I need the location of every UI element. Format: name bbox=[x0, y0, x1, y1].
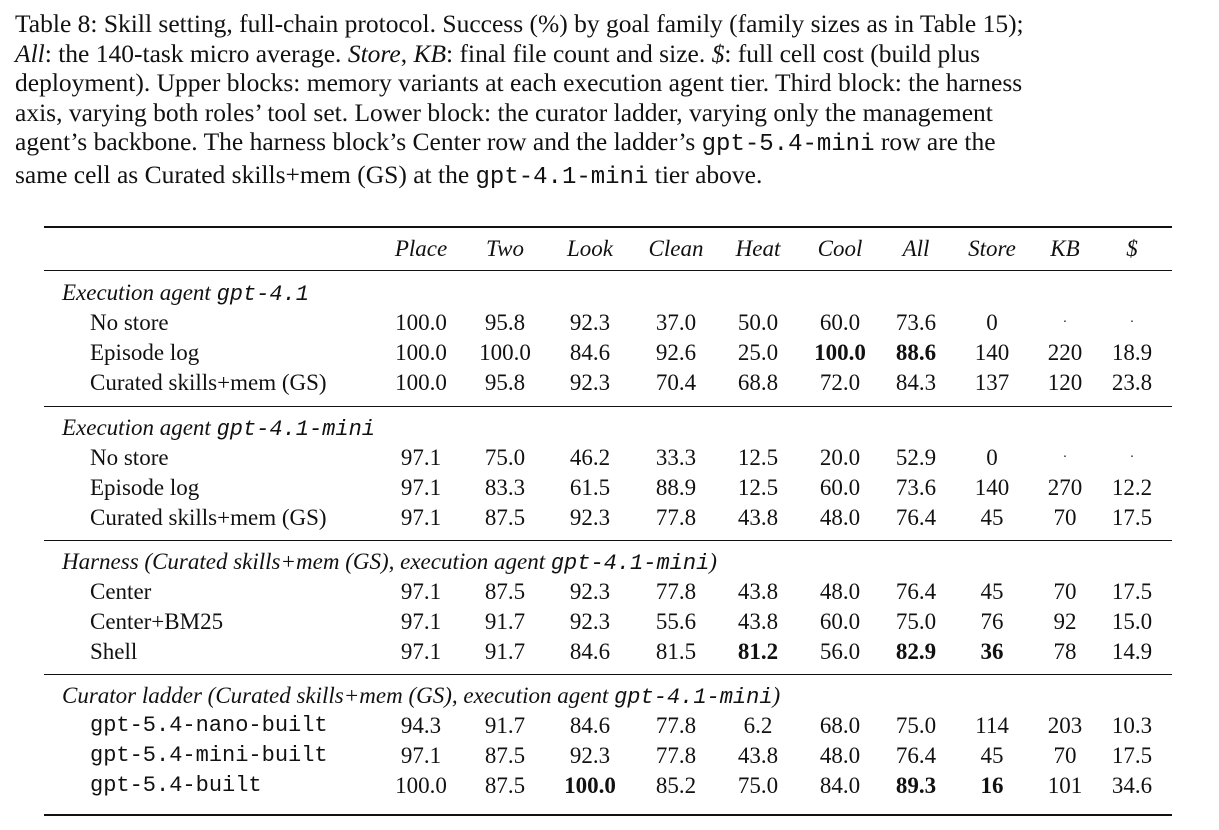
table-cell: 70 bbox=[1053, 743, 1077, 768]
table-cell: 97.1 bbox=[400, 445, 442, 470]
table-cell: 92.3 bbox=[569, 743, 611, 768]
text-segment: : final file count and size. bbox=[446, 38, 712, 68]
table-cell: 70.4 bbox=[655, 370, 697, 395]
row-label: gpt-5.4-mini-built bbox=[90, 743, 328, 768]
column-header: Two bbox=[486, 236, 524, 261]
table-cell: 36 bbox=[980, 639, 1004, 664]
table-cell: 88.6 bbox=[895, 340, 937, 365]
block-divider bbox=[44, 674, 1172, 675]
table-cell: 92.3 bbox=[569, 370, 611, 395]
table-cell: 84.6 bbox=[569, 713, 611, 738]
row-label: gpt-5.4-nano-built bbox=[90, 713, 328, 738]
table-cell: 76.4 bbox=[895, 743, 937, 768]
table-cell: 81.5 bbox=[655, 639, 697, 664]
table-cell: 92.3 bbox=[569, 609, 611, 634]
table-cell: 203 bbox=[1047, 713, 1083, 738]
table-cell: 140 bbox=[974, 475, 1010, 500]
table-cell: 43.8 bbox=[737, 743, 779, 768]
table-cell: 87.5 bbox=[484, 743, 526, 768]
table-cell: 101 bbox=[1047, 773, 1083, 798]
table-cell: 17.5 bbox=[1111, 579, 1153, 604]
row-label: Episode log bbox=[90, 340, 200, 365]
table-cell: 48.0 bbox=[819, 579, 861, 604]
table-cell: 60.0 bbox=[819, 475, 861, 500]
block-title bbox=[62, 278, 309, 310]
table-cell: 61.5 bbox=[569, 475, 611, 500]
table-cell: 70 bbox=[1053, 505, 1077, 530]
column-header: Place bbox=[394, 236, 448, 261]
table-cell: · bbox=[1129, 450, 1135, 465]
table-cell: 73.6 bbox=[895, 475, 937, 500]
column-header: Cool bbox=[817, 236, 863, 261]
table-cell: 56.0 bbox=[819, 639, 861, 664]
table-cell: 76 bbox=[980, 609, 1004, 634]
table-cell: 45 bbox=[980, 743, 1004, 768]
table-cell: 15.0 bbox=[1111, 609, 1153, 634]
table-cell: 17.5 bbox=[1111, 743, 1153, 768]
table-cell: 100.0 bbox=[564, 773, 616, 798]
table-cell: 87.5 bbox=[484, 773, 526, 798]
row-label: Curated skills+mem (GS) bbox=[90, 370, 327, 395]
text-segment: gpt-4.1-mini bbox=[216, 417, 375, 442]
text-segment: Table 8: Skill setting, full-chain protocol. Success (%) by goal family (family sizes as in Table 15); bbox=[15, 9, 1024, 38]
table-cell: 70 bbox=[1053, 579, 1077, 604]
block-title bbox=[62, 413, 375, 445]
table-cell: 12.5 bbox=[737, 475, 779, 500]
table-cell: 50.0 bbox=[737, 310, 779, 335]
table-cell: 220 bbox=[1047, 340, 1083, 365]
text-segment: gpt-4.1-mini bbox=[475, 163, 649, 191]
table-cell: 89.3 bbox=[895, 773, 937, 798]
table-cell: 84.6 bbox=[569, 340, 611, 365]
column-header: KB bbox=[1050, 236, 1080, 261]
text-segment: tier above. bbox=[648, 159, 763, 189]
column-header: Store bbox=[968, 236, 1016, 261]
table-cell: 16 bbox=[980, 773, 1004, 798]
table-cell: 97.1 bbox=[400, 639, 442, 664]
table-cell: 83.3 bbox=[484, 475, 526, 500]
column-header: $ bbox=[1126, 236, 1138, 261]
caption-line bbox=[15, 160, 1203, 193]
table-cell: 76.4 bbox=[895, 579, 937, 604]
table-cell: 48.0 bbox=[819, 743, 861, 768]
text-segment: , bbox=[400, 38, 414, 68]
table-cell: 52.9 bbox=[895, 445, 937, 470]
text-segment: All bbox=[15, 38, 45, 68]
table-cell: 78 bbox=[1053, 639, 1077, 664]
table-cell: 84.6 bbox=[569, 639, 611, 664]
table-bottom-rule bbox=[44, 814, 1172, 816]
text-segment: $ bbox=[711, 38, 725, 68]
table-cell: 37.0 bbox=[655, 310, 697, 335]
column-header: Heat bbox=[735, 236, 781, 261]
table-cell: 12.2 bbox=[1111, 475, 1153, 500]
text-segment: same cell as Curated skills+mem (GS) at the bbox=[15, 159, 476, 189]
table-cell: 76.4 bbox=[895, 505, 937, 530]
table-cell: 97.1 bbox=[400, 475, 442, 500]
table-cell: · bbox=[1129, 315, 1135, 330]
table-cell: 20.0 bbox=[819, 445, 861, 470]
text-segment: ) bbox=[772, 683, 781, 708]
table-cell: 0 bbox=[986, 310, 998, 335]
caption-line bbox=[15, 127, 1203, 160]
table-cell: 75.0 bbox=[737, 773, 779, 798]
table-cell: 92 bbox=[1053, 609, 1077, 634]
table-cell: 75.0 bbox=[484, 445, 526, 470]
text-segment: Execution agent bbox=[62, 415, 217, 440]
table-cell: 6.2 bbox=[743, 713, 773, 738]
table-cell: 92.6 bbox=[655, 340, 697, 365]
text-segment: gpt-4.1-mini bbox=[614, 685, 773, 710]
table-cell: 14.9 bbox=[1111, 639, 1153, 664]
table-cell: 34.6 bbox=[1111, 773, 1153, 798]
table-cell: 43.8 bbox=[737, 505, 779, 530]
text-segment: row are the bbox=[874, 127, 996, 157]
table-cell: 48.0 bbox=[819, 505, 861, 530]
table-cell: 0 bbox=[986, 445, 998, 470]
text-segment: : full cell cost (build plus bbox=[724, 38, 981, 68]
table-cell: 77.8 bbox=[655, 505, 697, 530]
table-cell: 75.0 bbox=[895, 713, 937, 738]
table-cell: 45 bbox=[980, 505, 1004, 530]
table-cell: 270 bbox=[1047, 475, 1083, 500]
table-cell: 100.0 bbox=[479, 340, 531, 365]
table-cell: · bbox=[1062, 315, 1068, 330]
caption-line bbox=[15, 98, 1203, 128]
column-header: All bbox=[902, 236, 930, 261]
text-segment: gpt-4.1-mini bbox=[550, 551, 710, 576]
table-cell: 46.2 bbox=[569, 445, 611, 470]
text-segment: Curator ladder (Curated skills+mem (GS), execution agent bbox=[62, 683, 615, 708]
table-cell: 97.1 bbox=[400, 609, 442, 634]
table-cell: 77.8 bbox=[655, 579, 697, 604]
table-cell: 73.6 bbox=[895, 310, 937, 335]
text-segment: Execution agent bbox=[62, 280, 217, 305]
row-label: Center+BM25 bbox=[90, 609, 224, 634]
table-cell: 17.5 bbox=[1111, 505, 1153, 530]
table-cell: 88.9 bbox=[655, 475, 697, 500]
text-segment: axis, varying both roles’ tool set. Lower block: the curator ladder, varying only the management bbox=[15, 97, 993, 127]
table-cell: 84.0 bbox=[819, 773, 861, 798]
table-cell: 94.3 bbox=[400, 713, 442, 738]
row-label: Shell bbox=[90, 639, 138, 664]
table-cell: 95.8 bbox=[484, 370, 526, 395]
text-segment: agent’s backbone. The harness block’s Center row and the ladder’s bbox=[15, 127, 702, 157]
text-segment: deployment). Upper blocks: memory variants at each execution agent tier. Third block: the harness bbox=[15, 68, 1023, 98]
block-divider bbox=[44, 540, 1172, 541]
row-label: No store bbox=[90, 310, 169, 335]
caption-line bbox=[15, 39, 1203, 69]
text-segment: ) bbox=[709, 549, 717, 574]
table-cell: 25.0 bbox=[737, 340, 779, 365]
table-cell: 23.8 bbox=[1111, 370, 1153, 395]
table-cell: 100.0 bbox=[395, 340, 447, 365]
table-cell: · bbox=[1062, 450, 1068, 465]
table-cell: 81.2 bbox=[737, 639, 779, 664]
table-caption bbox=[15, 9, 1203, 193]
table-cell: 140 bbox=[974, 340, 1010, 365]
table-cell: 87.5 bbox=[484, 505, 526, 530]
table-cell: 100.0 bbox=[395, 310, 447, 335]
table-cell: 114 bbox=[975, 713, 1009, 738]
table-cell: 87.5 bbox=[484, 579, 526, 604]
table-cell: 60.0 bbox=[819, 609, 861, 634]
block-divider bbox=[44, 406, 1172, 407]
table-cell: 92.3 bbox=[569, 505, 611, 530]
table-cell: 43.8 bbox=[737, 609, 779, 634]
text-segment: Store bbox=[347, 38, 401, 68]
row-label: No store bbox=[90, 445, 169, 470]
table-cell: 84.3 bbox=[895, 370, 937, 395]
table-cell: 60.0 bbox=[819, 310, 861, 335]
table-cell: 95.8 bbox=[484, 310, 526, 335]
table-cell: 100.0 bbox=[395, 370, 447, 395]
table-cell: 85.2 bbox=[655, 773, 697, 798]
block-title bbox=[62, 681, 780, 713]
row-label: Center bbox=[90, 579, 152, 604]
table-cell: 97.1 bbox=[400, 505, 442, 530]
table-cell: 68.0 bbox=[819, 713, 861, 738]
table-cell: 82.9 bbox=[895, 639, 937, 664]
caption-line bbox=[15, 9, 1203, 39]
table-cell: 12.5 bbox=[737, 445, 779, 470]
table-cell: 100.0 bbox=[814, 340, 866, 365]
block-title bbox=[62, 547, 717, 579]
table-cell: 68.8 bbox=[737, 370, 779, 395]
table-top-rule bbox=[44, 226, 1172, 228]
table-cell: 91.7 bbox=[484, 713, 526, 738]
table-cell: 97.1 bbox=[400, 579, 442, 604]
table-cell: 75.0 bbox=[895, 609, 937, 634]
table-cell: 91.7 bbox=[484, 639, 526, 664]
header-rule bbox=[44, 270, 1172, 271]
text-segment: gpt-4.1 bbox=[216, 282, 309, 307]
table-cell: 72.0 bbox=[819, 370, 861, 395]
table-cell: 55.6 bbox=[655, 609, 697, 634]
text-segment: KB bbox=[413, 38, 447, 68]
table-cell: 120 bbox=[1047, 370, 1083, 395]
table-cell: 92.3 bbox=[569, 310, 611, 335]
table-cell: 77.8 bbox=[655, 713, 697, 738]
row-label: gpt-5.4-built bbox=[90, 773, 262, 798]
row-label: Curated skills+mem (GS) bbox=[90, 505, 327, 530]
table-cell: 45 bbox=[980, 579, 1004, 604]
table-cell: 92.3 bbox=[569, 579, 611, 604]
text-segment: : the 140-task micro average. bbox=[44, 38, 348, 68]
table-cell: 77.8 bbox=[655, 743, 697, 768]
table-cell: 43.8 bbox=[737, 579, 779, 604]
table-cell: 10.3 bbox=[1111, 713, 1153, 738]
table-cell: 97.1 bbox=[400, 743, 442, 768]
table-cell: 100.0 bbox=[395, 773, 447, 798]
table-cell: 91.7 bbox=[484, 609, 526, 634]
text-segment: gpt-5.4-mini bbox=[701, 131, 875, 159]
table-cell: 33.3 bbox=[655, 445, 697, 470]
text-segment: Harness (Curated skills+mem (GS), execution agent bbox=[62, 549, 551, 574]
caption-line bbox=[15, 68, 1203, 98]
table-cell: 18.9 bbox=[1111, 340, 1153, 365]
column-header: Clean bbox=[648, 236, 704, 261]
column-header: Look bbox=[567, 236, 613, 261]
row-label: Episode log bbox=[90, 475, 200, 500]
table-cell: 137 bbox=[974, 370, 1010, 395]
